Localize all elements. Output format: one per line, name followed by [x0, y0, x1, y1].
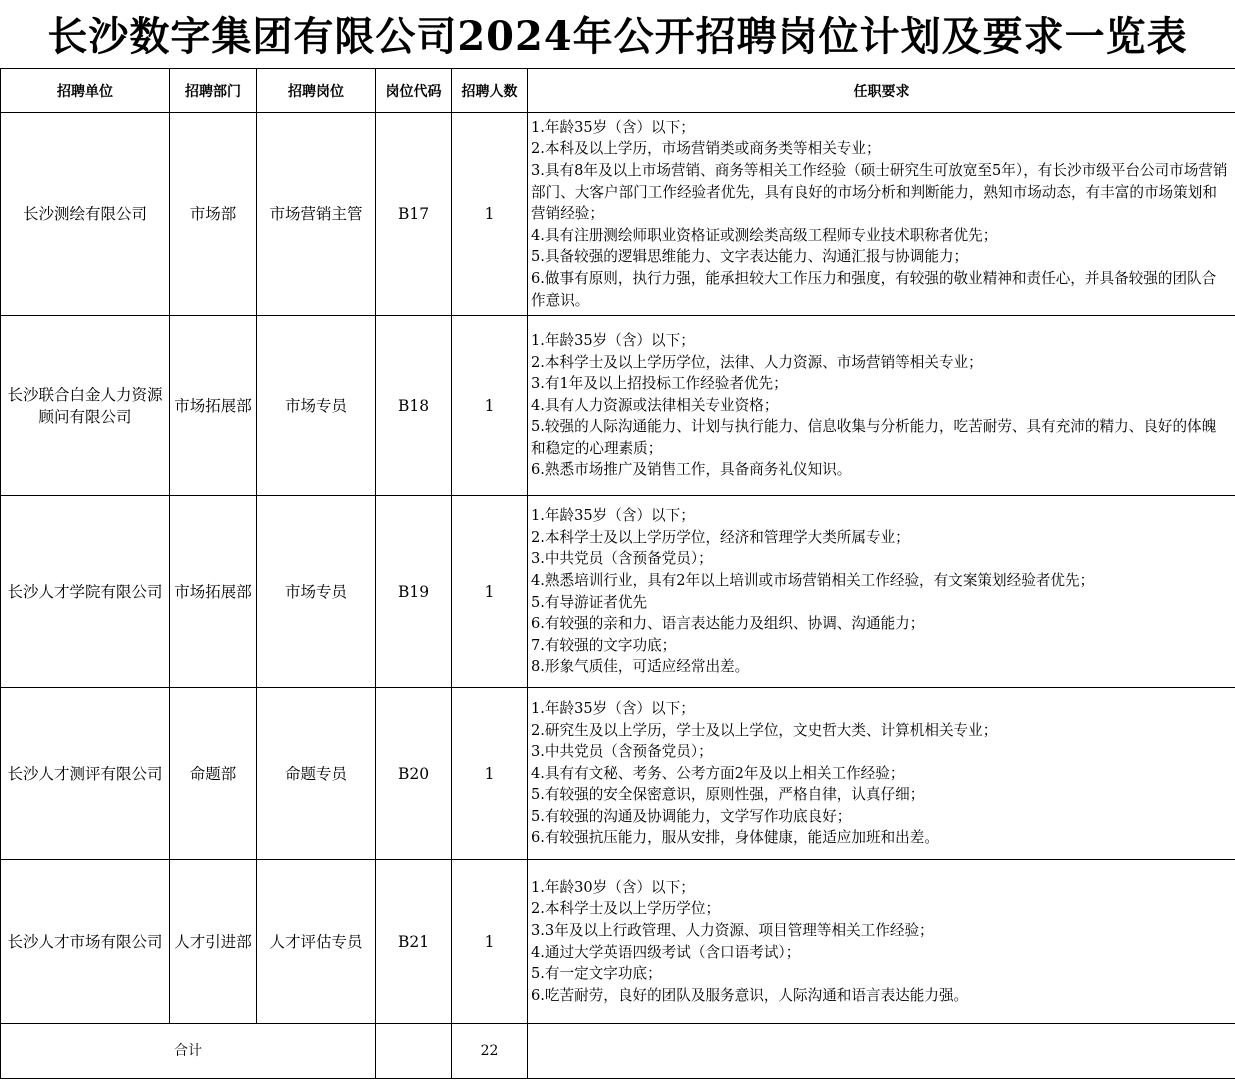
cell-dept: 人才引进部	[170, 860, 257, 1024]
cell-unit: 长沙人才测评有限公司	[1, 688, 170, 860]
cell-unit: 长沙人才学院有限公司	[1, 496, 170, 688]
cell-dept: 命题部	[170, 688, 257, 860]
cell-requirements	[528, 316, 1235, 496]
requirement-line: 5.有一定文字功底；	[531, 965, 662, 983]
table-row	[1, 688, 1235, 860]
requirement-line: 5.有较强的沟通及协调能力，文学写作功底良好；	[531, 807, 852, 825]
header-dept: 招聘部门	[170, 69, 257, 113]
requirement-line: 1.年龄35岁（含）以下；	[531, 331, 695, 349]
requirement-line: 6.做事有原则，执行力强，能承担较大工作压力和强度，有较强的敬业精神和责任心，并具备较强的团队合作意识。	[531, 269, 1217, 309]
requirement-line: 2.本科及以上学历，市场营销类或商务类等相关专业；	[531, 140, 881, 158]
requirement-line: 7.有较强的文字功底；	[531, 636, 677, 654]
cell-requirements	[528, 860, 1235, 1024]
cell-count: 1	[452, 496, 528, 688]
cell-count: 1	[452, 860, 528, 1024]
header-count: 招聘人数	[452, 69, 528, 113]
requirement-line: 6.吃苦耐劳，良好的团队及服务意识，人际沟通和语言表达能力强。	[531, 986, 969, 1004]
total-code-empty	[376, 1024, 452, 1079]
requirement-line: 3.中共党员（含预备党员）；	[531, 550, 713, 568]
cell-requirements	[528, 496, 1235, 688]
requirement-line: 5.有较强的安全保密意识，原则性强，严格自律，认真仔细；	[531, 786, 925, 804]
cell-dept: 市场拓展部	[170, 496, 257, 688]
cell-position: 市场专员	[257, 316, 376, 496]
cell-code: B20	[376, 688, 452, 860]
header-row	[1, 69, 1235, 113]
cell-code: B19	[376, 496, 452, 688]
cell-position: 市场营销主管	[257, 113, 376, 316]
cell-requirements	[528, 113, 1235, 316]
cell-dept: 市场部	[170, 113, 257, 316]
cell-unit: 长沙人才市场有限公司	[1, 860, 170, 1024]
total-row	[1, 1024, 1235, 1079]
requirement-line: 5.较强的人际沟通能力、计划与执行能力、信息收集与分析能力，吃苦耐劳、具有充沛的精力、良好的体魄和稳定的心理素质；	[531, 418, 1217, 457]
header-code: 岗位代码	[376, 69, 452, 113]
table-row	[1, 113, 1235, 316]
requirement-line: 6.有较强的亲和力、语言表达能力及组织、协调、沟通能力；	[531, 615, 925, 633]
requirement-line: 4.熟悉培训行业，具有2年以上培训或市场营销相关工作经验，有文案策划经验者优先；	[531, 571, 1095, 589]
table-row	[1, 316, 1235, 496]
page-title: 长沙数字集团有限公司2024年公开招聘岗位计划及要求一览表	[47, 13, 1188, 60]
table-row	[1, 496, 1235, 688]
requirement-line: 4.具有人力资源或法律相关专业资格；	[531, 396, 779, 414]
requirement-line: 1.年龄30岁（含）以下；	[531, 878, 695, 896]
cell-position: 人才评估专员	[257, 860, 376, 1024]
requirement-line: 2.本科学士及以上学历学位，法律、人力资源、市场营销等相关专业；	[531, 353, 983, 371]
table-row	[1, 860, 1235, 1024]
cell-count: 1	[452, 113, 528, 316]
cell-count: 1	[452, 688, 528, 860]
cell-code: B17	[376, 113, 452, 316]
cell-unit: 长沙测绘有限公司	[1, 113, 170, 316]
header-position: 招聘岗位	[257, 69, 376, 113]
requirement-line: 2.研究生及以上学历，学士及以上学位，文史哲大类、计算机相关专业；	[531, 721, 998, 739]
requirement-line: 5.具备较强的逻辑思维能力、文字表达能力、沟通汇报与协调能力；	[531, 248, 969, 266]
requirement-line: 6.有较强抗压能力，服从安排，身体健康，能适应加班和出差。	[531, 829, 939, 847]
total-label: 合计	[1, 1024, 376, 1079]
cell-code: B21	[376, 860, 452, 1024]
cell-unit: 长沙联合白金人力资源顾问有限公司	[1, 316, 170, 496]
requirement-line: 3.中共党员（含预备党员）；	[531, 743, 713, 761]
requirement-line: 3.3年及以上行政管理、人力资源、项目管理等相关工作经验；	[531, 921, 934, 939]
requirement-line: 5.有导游证者优先	[531, 593, 648, 611]
recruitment-table	[0, 68, 1235, 1079]
cell-requirements	[528, 688, 1235, 860]
total-requirements-empty	[528, 1024, 1235, 1079]
cell-position: 市场专员	[257, 496, 376, 688]
requirement-line: 2.本科学士及以上学历学位；	[531, 900, 721, 918]
cell-count: 1	[452, 316, 528, 496]
requirement-line: 1.年龄35岁（含）以下；	[531, 118, 695, 136]
cell-position: 命题专员	[257, 688, 376, 860]
cell-dept: 市场拓展部	[170, 316, 257, 496]
total-count: 22	[452, 1024, 528, 1079]
requirement-line: 1.年龄35岁（含）以下；	[531, 507, 695, 525]
header-unit: 招聘单位	[1, 69, 170, 113]
requirement-line: 8.形象气质佳，可适应经常出差。	[531, 658, 750, 676]
requirement-line: 3.具有8年及以上市场营销、商务等相关工作经验（硕士研究生可放宽至5年），有长沙市级平台公司市场营销部门、大客户部门工作经验者优先，具有良好的市场分析和判断能力，熟知市场动态，有丰富的市场策划和营销经验；	[531, 162, 1228, 223]
requirement-line: 1.年龄35岁（含）以下；	[531, 699, 695, 717]
requirement-line: 2.本科学士及以上学历学位，经济和管理学大类所属专业；	[531, 528, 910, 546]
requirement-line: 4.具有注册测绘师职业资格证或测绘类高级工程师专业技术职称者优先；	[531, 226, 998, 244]
requirement-line: 4.具有有文秘、考务、公考方面2年及以上相关工作经验；	[531, 764, 905, 782]
header-requirements: 任职要求	[528, 69, 1235, 113]
requirement-line: 6.熟悉市场推广及销售工作，具备商务礼仪知识。	[531, 461, 852, 479]
requirement-line: 4.通过大学英语四级考试（含口语考试）；	[531, 943, 801, 961]
requirement-line: 3.有1年及以上招投标工作经验者优先；	[531, 375, 788, 393]
cell-code: B18	[376, 316, 452, 496]
